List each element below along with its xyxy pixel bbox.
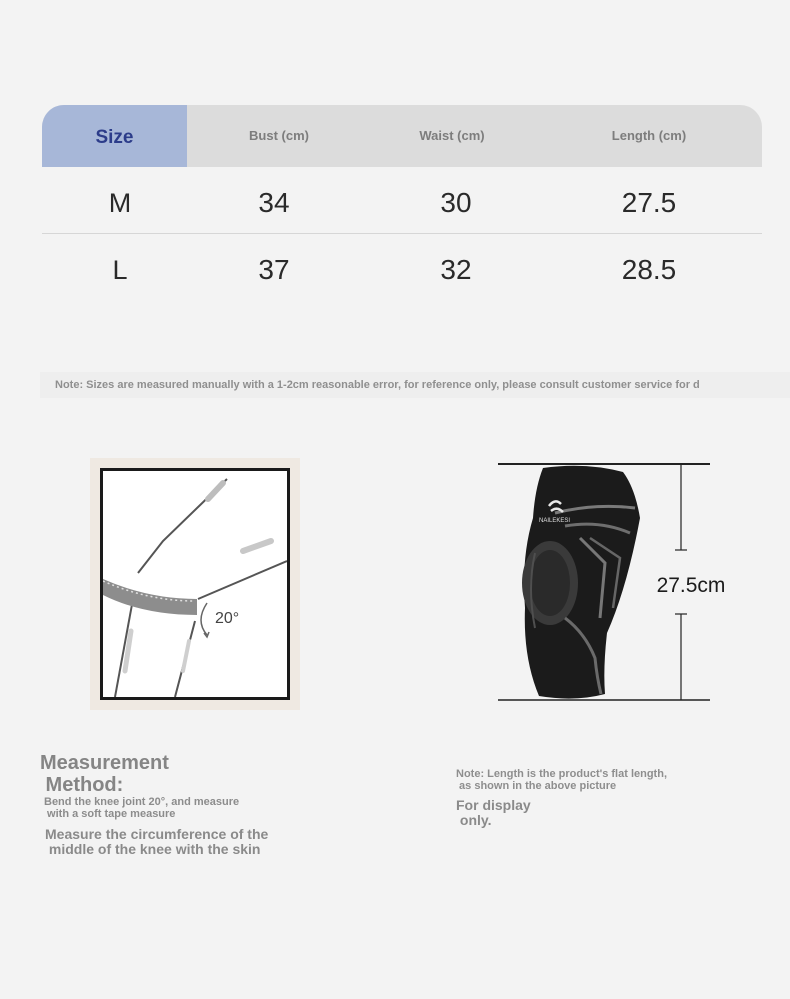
knee-measure-illustration [90, 458, 300, 710]
knee-sleeve-icon [495, 458, 735, 708]
product-length-diagram [495, 458, 735, 708]
cell-bust: 37 [258, 254, 290, 285]
measurement-step-2: Measure the circumference of the middle of the knee with the skin [45, 826, 269, 857]
size-table-header [42, 105, 762, 167]
cell-size: M [108, 188, 132, 218]
size-table [42, 105, 762, 300]
header-size: Size [42, 105, 187, 167]
cell-bust: 34 [258, 187, 290, 218]
measurement-title: Measurement Method: [40, 752, 169, 796]
cell-length: 27.5 [621, 187, 677, 218]
cell-waist: 30 [440, 187, 472, 218]
measurement-step-1: Bend the knee joint 20°, and measure with a soft tape measure [44, 796, 240, 820]
angle-label: 20° [215, 610, 240, 627]
table-row [42, 167, 762, 234]
brand-label: NAILEKESI [539, 518, 571, 524]
length-label: 27.5cm [656, 574, 726, 597]
header-waist: Waist (cm) [419, 128, 485, 143]
cell-length: 28.5 [621, 254, 677, 285]
length-note: Note: Length is the product's flat length, as shown in the above picture [456, 768, 667, 792]
cell-size: L [112, 255, 128, 285]
header-length: Length (cm) [611, 128, 687, 143]
size-note: Note: Sizes are measured manually with a 1-2cm reasonable error, for reference only, please consult customer service for d [40, 372, 790, 398]
header-bust: Bust (cm) [249, 128, 309, 143]
cell-waist: 32 [440, 254, 472, 285]
illustration-box [100, 468, 290, 700]
table-row [42, 234, 762, 300]
knee-drawing-icon [103, 471, 287, 697]
display-note: For display only. [456, 797, 531, 828]
